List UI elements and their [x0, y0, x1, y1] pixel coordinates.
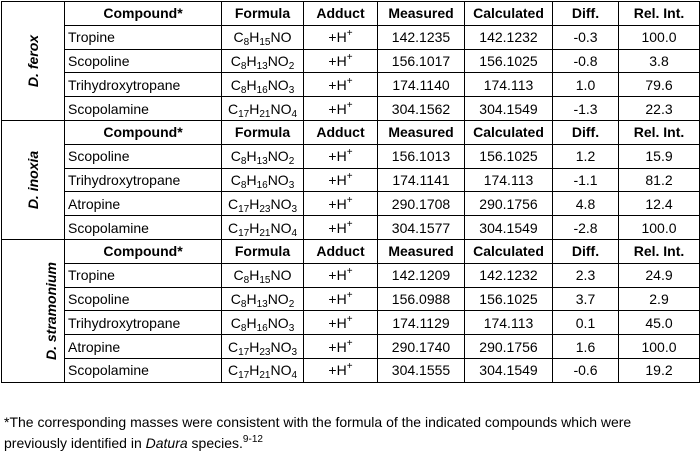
cell-measured: 304.1562: [378, 97, 465, 121]
column-header-diff: Diff.: [553, 2, 619, 26]
cell-adduct: +H+: [304, 311, 378, 335]
column-header-formula: Formula: [222, 239, 304, 263]
cell-compound: Trihydroxytropane: [65, 311, 222, 335]
cell-calculated: 156.1025: [465, 144, 553, 168]
cell-rel-int: 79.6: [619, 73, 700, 97]
cell-formula: $C_8H_{13}NO_2$: [222, 144, 304, 168]
cell-compound: Atropine: [65, 335, 222, 359]
column-header-measured: Measured: [378, 239, 465, 263]
cell-formula: $C_8H_{16}NO_3$: [222, 73, 304, 97]
cell-compound: Trihydroxytropane: [65, 168, 222, 192]
cell-diff: 4.8: [553, 192, 619, 216]
cell-compound: Scopoline: [65, 144, 222, 168]
table-row: [2, 335, 700, 359]
cell-adduct: +H+: [304, 25, 378, 49]
cell-compound: Scopolamine: [65, 358, 222, 382]
cell-formula: $C_{17}H_{23}NO_3$: [222, 335, 304, 359]
cell-adduct: +H+: [304, 263, 378, 287]
cell-calculated: 156.1025: [465, 287, 553, 311]
cell-measured: 156.1013: [378, 144, 465, 168]
column-header-formula: Formula: [222, 2, 304, 26]
column-header-rel-int: Rel. Int.: [619, 239, 700, 263]
cell-calculated: 304.1549: [465, 216, 553, 240]
cell-diff: 1.2: [553, 144, 619, 168]
header-row: [2, 239, 700, 263]
species-name: D. stramonium: [43, 261, 60, 360]
species-label: [2, 2, 65, 121]
cell-adduct: +H+: [304, 192, 378, 216]
cell-diff: -0.3: [553, 25, 619, 49]
column-header-diff: Diff.: [553, 120, 619, 144]
cell-formula: $C_{17}H_{21}NO_4$: [222, 216, 304, 240]
cell-measured: 156.0988: [378, 287, 465, 311]
species-label: [2, 120, 65, 239]
cell-compound: Trihydroxytropane: [65, 73, 222, 97]
cell-formula: $C_8H_{15}NO$: [222, 25, 304, 49]
cell-diff: -0.6: [553, 358, 619, 382]
table-row: [2, 25, 700, 49]
column-header-compound: Compound*: [65, 120, 222, 144]
cell-adduct: +H+: [304, 49, 378, 73]
cell-adduct: +H+: [304, 358, 378, 382]
table-row: [2, 97, 700, 121]
cell-adduct: +H+: [304, 287, 378, 311]
column-header-adduct: Adduct: [304, 2, 378, 26]
column-header-measured: Measured: [378, 2, 465, 26]
cell-adduct: +H+: [304, 335, 378, 359]
footnote-text-end: species.: [187, 435, 243, 451]
footnote-text: *The corresponding masses were consistent with the formula of the indicated compounds which were previously identified in: [4, 414, 632, 451]
cell-compound: Scopoline: [65, 49, 222, 73]
column-header-calculated: Calculated: [465, 2, 553, 26]
cell-formula: $C_8H_{13}NO_2$: [222, 49, 304, 73]
cell-adduct: +H+: [304, 168, 378, 192]
cell-compound: Scopolamine: [65, 97, 222, 121]
cell-rel-int: 15.9: [619, 144, 700, 168]
cell-rel-int: 100.0: [619, 335, 700, 359]
column-header-adduct: Adduct: [304, 120, 378, 144]
cell-diff: 1.6: [553, 335, 619, 359]
column-header-rel-int: Rel. Int.: [619, 120, 700, 144]
species-name: D. inoxia: [24, 150, 41, 210]
column-header-formula: Formula: [222, 120, 304, 144]
cell-calculated: 174.113: [465, 168, 553, 192]
column-header-compound: Compound*: [65, 2, 222, 26]
cell-rel-int: 19.2: [619, 358, 700, 382]
table-row: [2, 168, 700, 192]
cell-formula: $C_{17}H_{21}NO_4$: [222, 97, 304, 121]
cell-diff: 1.0: [553, 73, 619, 97]
cell-rel-int: 100.0: [619, 216, 700, 240]
cell-formula: $C_8H_{15}NO$: [222, 263, 304, 287]
column-header-calculated: Calculated: [465, 239, 553, 263]
column-header-calculated: Calculated: [465, 120, 553, 144]
cell-measured: 290.1740: [378, 335, 465, 359]
footnote-refs: 9-12: [242, 434, 263, 445]
cell-rel-int: 2.9: [619, 287, 700, 311]
cell-calculated: 174.113: [465, 311, 553, 335]
cell-rel-int: 12.4: [619, 192, 700, 216]
cell-measured: 174.1141: [378, 168, 465, 192]
table-row: [2, 73, 700, 97]
footnote: [4, 412, 696, 454]
cell-rel-int: 3.8: [619, 49, 700, 73]
table-row: [2, 192, 700, 216]
table-row: [2, 216, 700, 240]
species-name: D. ferox: [25, 34, 41, 88]
header-row: [2, 120, 700, 144]
cell-compound: Tropine: [65, 263, 222, 287]
table-row: [2, 358, 700, 382]
cell-compound: Scopolamine: [65, 216, 222, 240]
cell-measured: 156.1017: [378, 49, 465, 73]
cell-rel-int: 45.0: [619, 311, 700, 335]
cell-compound: Scopoline: [65, 287, 222, 311]
cell-rel-int: 22.3: [619, 97, 700, 121]
cell-compound: Atropine: [65, 192, 222, 216]
cell-diff: 2.3: [553, 263, 619, 287]
column-header-diff: Diff.: [553, 239, 619, 263]
cell-measured: 304.1555: [378, 358, 465, 382]
cell-formula: $C_8H_{13}NO_2$: [222, 287, 304, 311]
cell-calculated: 174.113: [465, 73, 553, 97]
cell-calculated: 142.1232: [465, 25, 553, 49]
cell-formula: $C_8H_{16}NO_3$: [222, 311, 304, 335]
cell-formula: $C_{17}H_{21}NO_4$: [222, 358, 304, 382]
cell-calculated: 290.1756: [465, 335, 553, 359]
cell-measured: 142.1235: [378, 25, 465, 49]
cell-measured: 304.1577: [378, 216, 465, 240]
table-row: [2, 287, 700, 311]
cell-adduct: +H+: [304, 216, 378, 240]
cell-rel-int: 100.0: [619, 25, 700, 49]
column-header-measured: Measured: [378, 120, 465, 144]
cell-calculated: 142.1232: [465, 263, 553, 287]
column-header-compound: Compound*: [65, 239, 222, 263]
cell-diff: 3.7: [553, 287, 619, 311]
table-row: [2, 311, 700, 335]
cell-adduct: +H+: [304, 73, 378, 97]
cell-formula: $C_8H_{16}NO_3$: [222, 168, 304, 192]
cell-calculated: 304.1549: [465, 358, 553, 382]
cell-rel-int: 81.2: [619, 168, 700, 192]
cell-compound: Tropine: [65, 25, 222, 49]
cell-calculated: 290.1756: [465, 192, 553, 216]
cell-measured: 290.1708: [378, 192, 465, 216]
cell-diff: 0.1: [553, 311, 619, 335]
column-header-adduct: Adduct: [304, 239, 378, 263]
cell-formula: $C_{17}H_{23}NO_3$: [222, 192, 304, 216]
cell-measured: 174.1140: [378, 73, 465, 97]
cell-adduct: +H+: [304, 144, 378, 168]
cell-rel-int: 24.9: [619, 263, 700, 287]
cell-calculated: 156.1025: [465, 49, 553, 73]
cell-calculated: 304.1549: [465, 97, 553, 121]
cell-diff: -1.3: [553, 97, 619, 121]
cell-diff: -0.8: [553, 49, 619, 73]
species-label: [2, 239, 65, 382]
table-row: [2, 49, 700, 73]
footnote-genus: Datura: [145, 435, 188, 451]
column-header-rel-int: Rel. Int.: [619, 2, 700, 26]
cell-diff: -2.8: [553, 216, 619, 240]
header-row: [2, 2, 700, 26]
cell-measured: 142.1209: [378, 263, 465, 287]
table-row: [2, 144, 700, 168]
table-row: [2, 263, 700, 287]
cell-diff: -1.1: [553, 168, 619, 192]
mass-data-table: [1, 1, 700, 383]
cell-adduct: +H+: [304, 97, 378, 121]
cell-measured: 174.1129: [378, 311, 465, 335]
